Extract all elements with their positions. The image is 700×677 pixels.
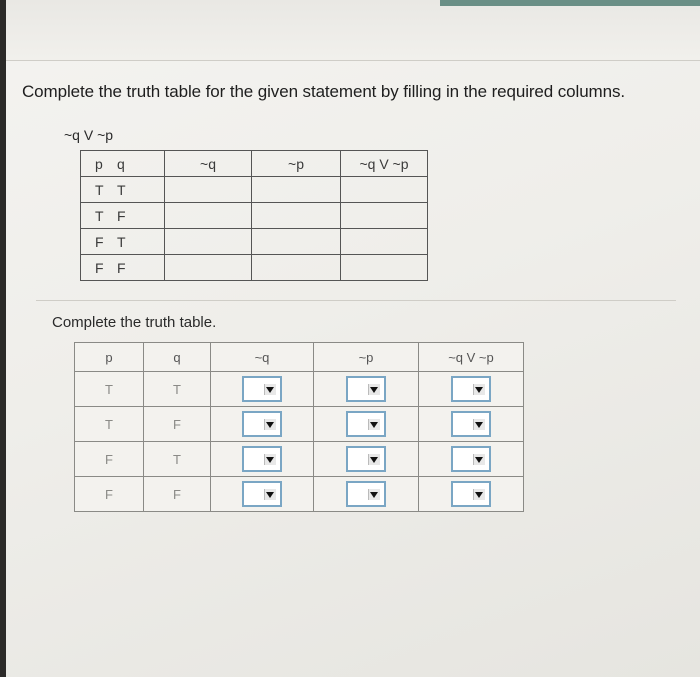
cell-not-q [211, 372, 314, 407]
not-q-dropdown[interactable] [242, 411, 282, 437]
chevron-down-icon [368, 384, 380, 395]
header-pq [81, 151, 165, 177]
cell-not-q [165, 177, 252, 203]
cell-p: T [95, 181, 104, 198]
cell-p: F [75, 477, 144, 512]
cell-not-p [252, 177, 341, 203]
header-not-p: ~p [314, 343, 419, 372]
cell-not-p [252, 229, 341, 255]
top-accent-bar [440, 0, 700, 6]
cell-or [341, 255, 428, 281]
not-p-dropdown[interactable] [346, 376, 386, 402]
chevron-down-icon [368, 419, 380, 430]
table-row [81, 255, 428, 281]
cell-not-p [314, 442, 419, 477]
table-row [75, 372, 524, 407]
cell-q: F [117, 259, 126, 276]
cell-pq [81, 203, 165, 229]
table-row [75, 477, 524, 512]
header-not-p: ~p [252, 151, 341, 177]
cell-not-q [165, 255, 252, 281]
header-not-q: ~q [165, 151, 252, 177]
cell-or [419, 442, 524, 477]
cell-not-q [211, 407, 314, 442]
table-row [81, 177, 428, 203]
cell-not-p [314, 407, 419, 442]
chevron-down-icon [264, 489, 276, 500]
cell-p: T [75, 372, 144, 407]
chevron-down-icon [264, 454, 276, 465]
chevron-down-icon [264, 419, 276, 430]
truth-table-static [80, 150, 428, 281]
not-p-dropdown[interactable] [346, 481, 386, 507]
cell-q: T [144, 372, 211, 407]
or-dropdown[interactable] [451, 446, 491, 472]
truth-table-answer [74, 342, 524, 512]
cell-not-p [252, 255, 341, 281]
cell-p: F [95, 233, 104, 250]
chevron-down-icon [264, 384, 276, 395]
table-row [81, 229, 428, 255]
cell-or [419, 477, 524, 512]
table-header-row [81, 151, 428, 177]
cell-or [419, 407, 524, 442]
or-dropdown[interactable] [451, 376, 491, 402]
header-not-q: ~q [211, 343, 314, 372]
cell-not-p [252, 203, 341, 229]
instruction-text: Complete the truth table for the given statement by filling in the required columns. [22, 82, 625, 101]
header-p: p [75, 343, 144, 372]
cell-q: F [144, 407, 211, 442]
cell-not-p [314, 477, 419, 512]
top-strip [6, 0, 700, 61]
chevron-down-icon [368, 489, 380, 500]
not-p-dropdown[interactable] [346, 446, 386, 472]
cell-or [341, 177, 428, 203]
cell-pq [81, 177, 165, 203]
chevron-down-icon [473, 384, 485, 395]
table-header-row [75, 343, 524, 372]
chevron-down-icon [473, 419, 485, 430]
cell-p: T [95, 207, 104, 224]
cell-q: T [117, 233, 126, 250]
header-q: q [144, 343, 211, 372]
chevron-down-icon [368, 454, 380, 465]
cell-p: T [75, 407, 144, 442]
cell-or [419, 372, 524, 407]
cell-p: F [95, 259, 104, 276]
cell-not-q [211, 442, 314, 477]
not-q-dropdown[interactable] [242, 376, 282, 402]
header-or: ~q V ~p [419, 343, 524, 372]
or-dropdown[interactable] [451, 481, 491, 507]
not-q-dropdown[interactable] [242, 446, 282, 472]
or-dropdown[interactable] [451, 411, 491, 437]
section-divider [36, 300, 676, 301]
cell-or [341, 229, 428, 255]
chevron-down-icon [473, 489, 485, 500]
cell-q: T [117, 181, 126, 198]
header-q: q [117, 155, 125, 172]
cell-not-q [211, 477, 314, 512]
cell-q: T [144, 442, 211, 477]
table-row [81, 203, 428, 229]
cell-not-q [165, 229, 252, 255]
header-p: p [95, 155, 103, 172]
cell-q: F [117, 207, 126, 224]
cell-not-p [314, 372, 419, 407]
not-p-dropdown[interactable] [346, 411, 386, 437]
cell-pq [81, 229, 165, 255]
table-row [75, 442, 524, 477]
cell-q: F [144, 477, 211, 512]
header-or: ~q V ~p [341, 151, 428, 177]
cell-p: F [75, 442, 144, 477]
cell-pq [81, 255, 165, 281]
table-row [75, 407, 524, 442]
screen [6, 0, 700, 677]
cell-or [341, 203, 428, 229]
not-q-dropdown[interactable] [242, 481, 282, 507]
chevron-down-icon [473, 454, 485, 465]
sub-instruction-text: Complete the truth table. [52, 314, 217, 331]
statement-label: ~q V ~p [64, 127, 114, 143]
cell-not-q [165, 203, 252, 229]
